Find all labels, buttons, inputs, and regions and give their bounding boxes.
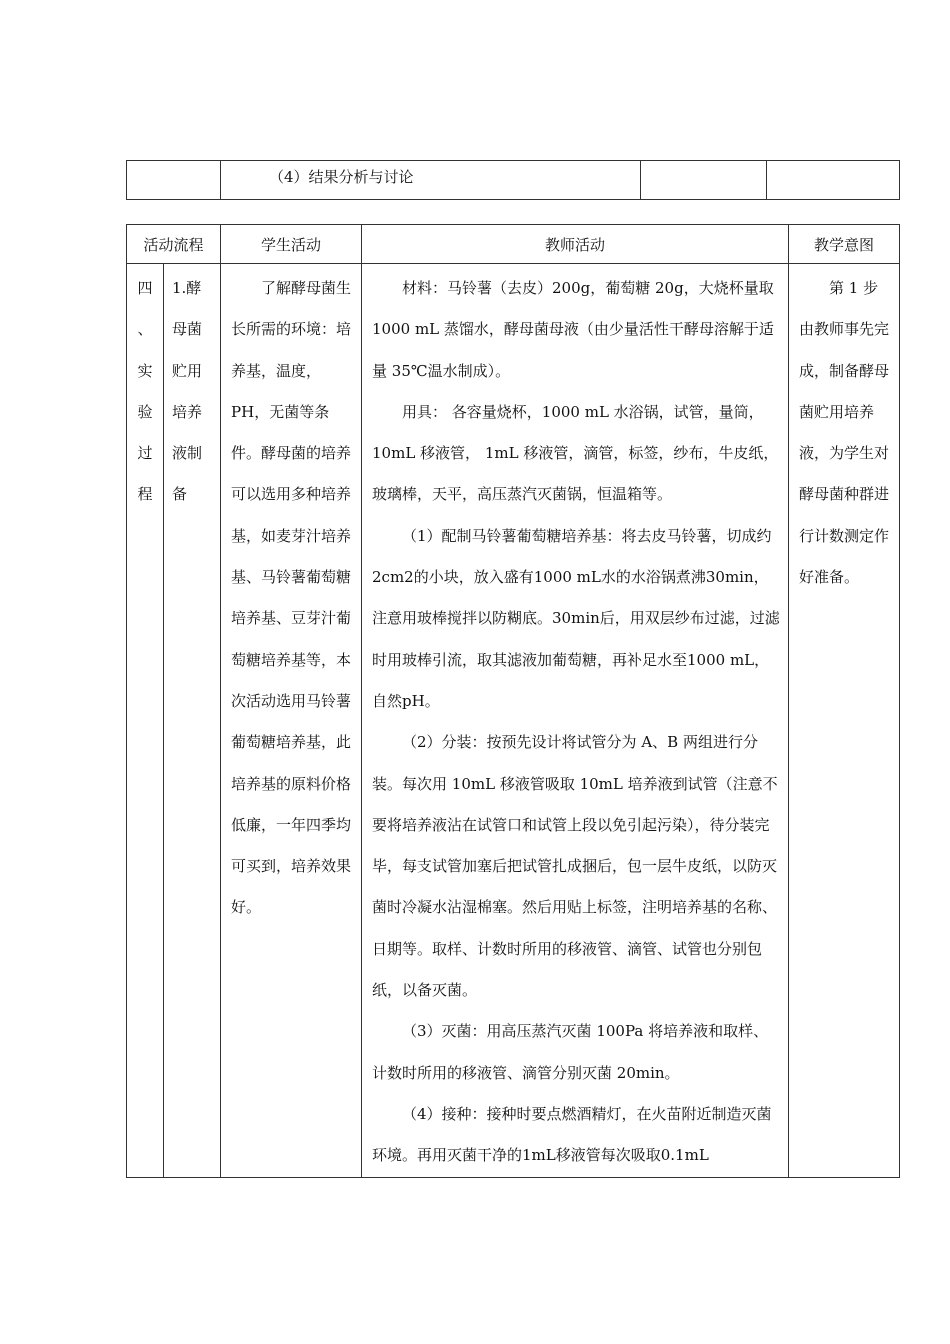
empty-cell xyxy=(641,161,767,200)
step-dispense: （2）分装：按预先设计将试管分为 A、B 两组进行分装。每次用 10mL 移液管吸取 10mL 培养液到试管（注意不要将培养液沾在试管口和试管上段以免引起污染），待分装完毕，每支试管加塞后把试管扎成捆后，包一层牛皮纸，以防灭菌时冷凝水沾湿棉塞。然后用贴上标签，注明培养基的名称、日期等。取样、计数时所用的移液管、滴管、试管也分别包纸，以备灭菌。 xyxy=(372,733,778,1000)
empty-cell xyxy=(127,161,221,200)
stage-label: 四 、 实 验 过 程 xyxy=(137,279,153,504)
teaching-intent-text: 第 1 步由教师事先完成，制备酵母菌贮用培养液，为学生对酵母菌种群进行计数测定作好准备。 xyxy=(799,279,890,587)
materials-paragraph: 材料：马铃薯（去皮）200g，葡萄糖 20g，大烧杯量取 1000 mL 蒸馏水，酵母菌母液（由少量活性干酵母溶解于适量 35℃温水制成）。 xyxy=(372,279,774,380)
header-activity-flow: 活动流程 xyxy=(127,225,221,264)
analysis-cell xyxy=(221,161,641,200)
content-row xyxy=(127,264,900,1178)
continuation-table xyxy=(126,160,900,200)
teaching-intent-cell xyxy=(789,264,900,1178)
continuation-row xyxy=(127,161,900,200)
header-row xyxy=(127,225,900,264)
step-sterilize: （3）灭菌：用高压蒸汽灭菌 100Pa 将培养液和取样、计数时所用的移液管、滴管分别灭菌 20min。 xyxy=(372,1022,769,1082)
teacher-activity-cell xyxy=(362,264,789,1178)
step-cell xyxy=(164,264,221,1178)
step-inoculate: （4）接种：接种时要点燃酒精灯，在火苗附近制造灭菌环境。再用灭菌干净的1mL移液管每次吸取0.1mL xyxy=(372,1104,772,1165)
tools-paragraph: 用具： 各容量烧杯，1000 mL 水浴锅，试管，量筒，10mL 移液管， 1mL 移液管，滴管，标签，纱布，牛皮纸，玻璃棒，天平，高压蒸汽灭菌锅，恒温箱等。 xyxy=(372,402,779,504)
header-teacher-activity: 教师活动 xyxy=(362,225,789,264)
teacher-activity-text xyxy=(362,264,788,1177)
stage-cell xyxy=(127,264,164,1178)
header-student-activity: 学生活动 xyxy=(221,225,362,264)
lesson-plan-table xyxy=(126,224,900,1178)
student-activity-text: 了解酵母菌生长所需的环境：培养基，温度，PH，无菌等条件。酵母菌的培养可以选用多种培养基，如麦芽汁培养基、马铃薯葡萄糖培养基、豆芽汁葡萄糖培养基等，本次活动选用马铃薯葡萄糖培养基，此培养基的原料价格低廉，一年四季均可买到，培养效果好。 xyxy=(231,279,352,917)
header-teaching-intent: 教学意图 xyxy=(789,225,900,264)
student-activity-cell xyxy=(221,264,362,1178)
analysis-text: （4）结果分析与讨论 xyxy=(269,168,414,186)
step-label: 1.酵 母菌 贮用 培养 液制 备 xyxy=(172,279,203,504)
step-prepare-medium: （1）配制马铃薯葡萄糖培养基：将去皮马铃薯，切成约2cm2的小块，放入盛有1000 mL水的水浴锅煮沸30min，注意用玻棒搅拌以防糊底。30min后，用双层纱布过滤，过滤时用玻棒引流，取其滤液加葡萄糖，再补足水至1000 mL，自然pH。 xyxy=(372,526,780,710)
empty-cell xyxy=(767,161,900,200)
